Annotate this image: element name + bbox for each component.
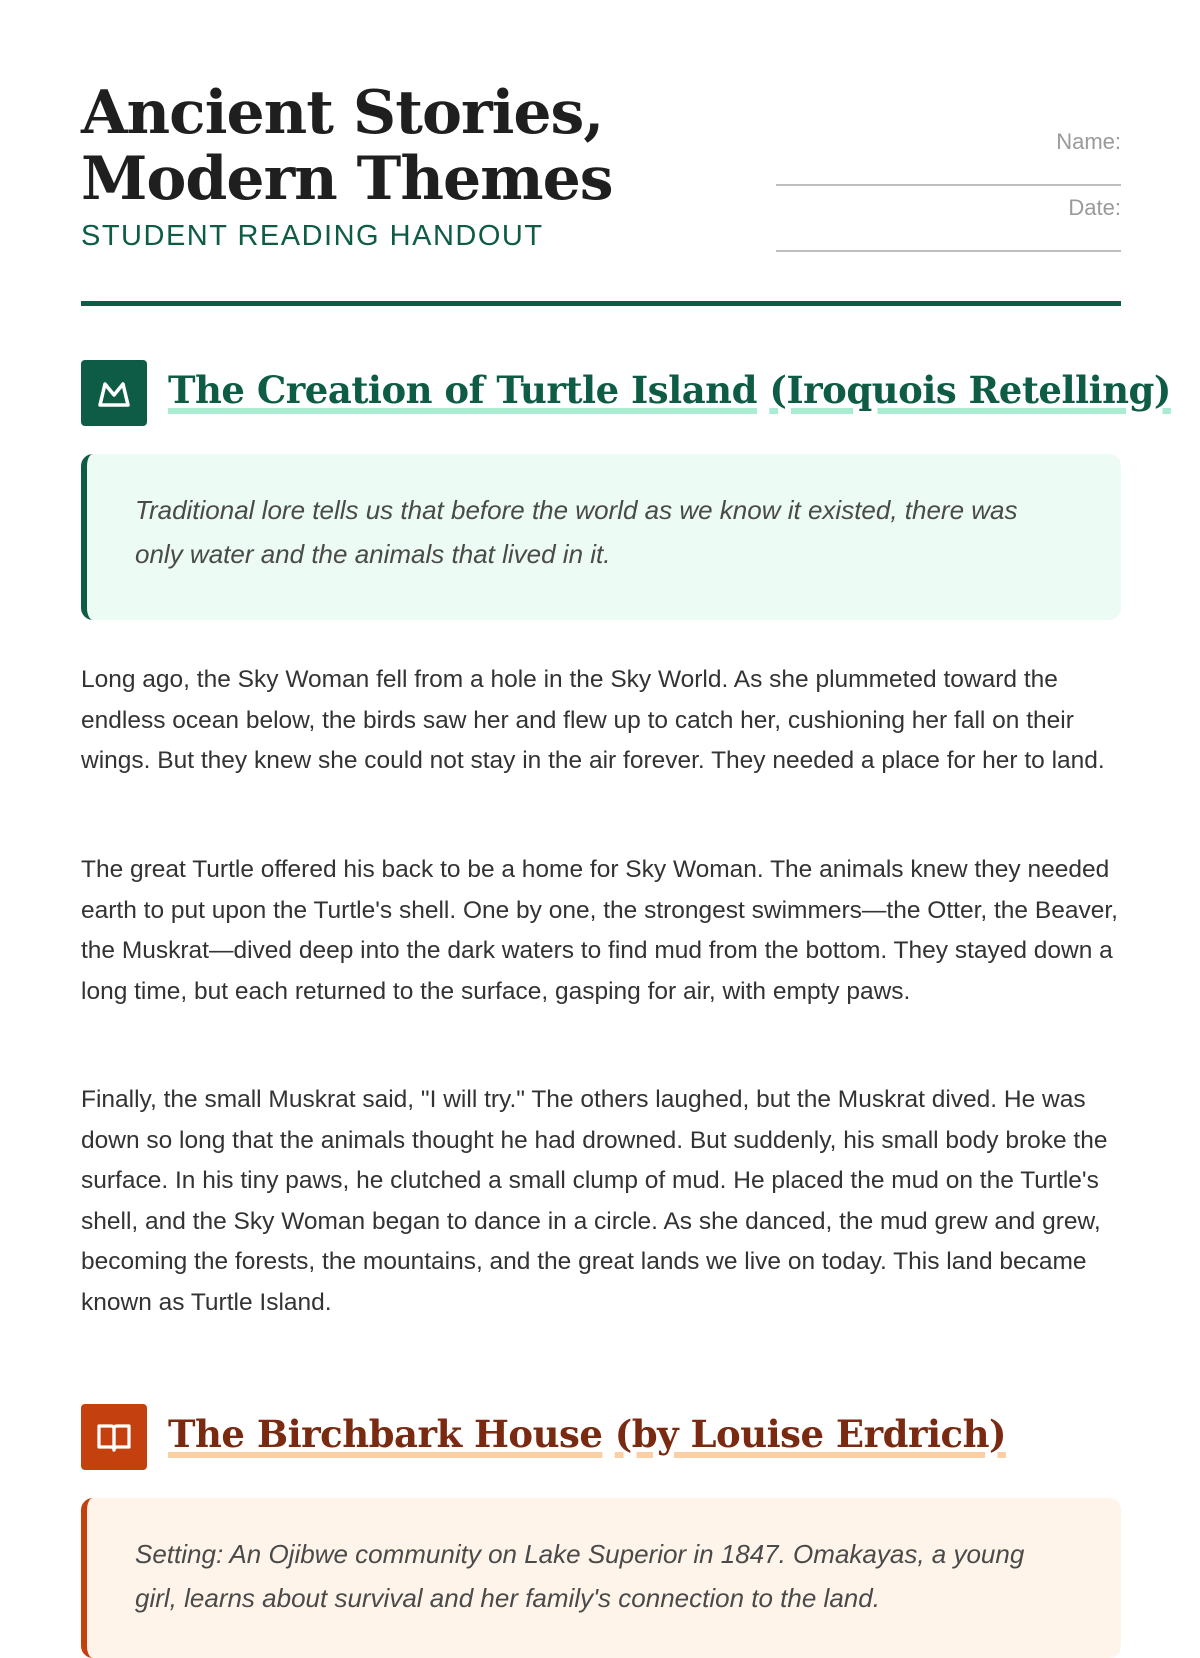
name-line xyxy=(776,184,1121,186)
story-paragraph: The great Turtle offered his back to be a home for Sky Woman. The animals knew they needed earth to put upon the Turtle's shell. One by one, the strongest swimmers—the Otter, the Beaver, the Muskrat—dived deep into the dark waters to find mud from the bottom. They stayed down a long time, but each returned to the surface, gasping for air, with empty paws. xyxy=(81,856,1118,1005)
student-info-fields xyxy=(776,126,1121,258)
section-title-sub: (by Louise Erdrich) xyxy=(614,1412,1006,1456)
story-paragraph: Long ago, the Sky Woman fell from a hole in the Sky World. As she plummeted toward the endless ocean below, the birds saw her and flew up to catch her, cushioning her fall on their wings. But they knew she could not stay in the air forever. They needed a place for her to land. xyxy=(81,666,1105,774)
header-divider xyxy=(81,301,1121,306)
section-title-main: The Birchbark House xyxy=(168,1412,603,1456)
date-line xyxy=(776,250,1121,252)
intro-callout: Traditional lore tells us that before the world as we know it existed, there was only water and the animals that lived in it. xyxy=(81,454,1121,620)
section-turtle-island xyxy=(81,360,1171,426)
story-paragraph: Finally, the small Muskrat said, "I will try." The others laughed, but the Muskrat dived. He was down so long that the animals thought he had drowned. But suddenly, his small body broke the surface. In his tiny paws, he clutched a small clump of mud. He placed the mud on the Turtle's shell, and the Sky Woman began to dance in a circle. As she danced, the mud grew and grew, becoming the forests, the mountains, and the great lands we live on today. This land became known as Turtle Island. xyxy=(81,1086,1108,1316)
mountain-icon xyxy=(81,360,147,426)
section-heading xyxy=(81,1404,1121,1470)
section-title-sub: (Iroquois Retelling) xyxy=(769,368,1171,412)
name-field[interactable] xyxy=(776,126,1121,192)
setting-callout: Setting: An Ojibwe community on Lake Superior in 1847. Omakayas, a young girl, learns about survival and her family's connection to the land. xyxy=(81,1498,1121,1658)
section-birchbark-house xyxy=(81,1404,1121,1470)
section-title-main: The Creation of Turtle Island xyxy=(168,368,757,412)
page-subtitle: STUDENT READING HANDOUT xyxy=(81,220,544,252)
date-field[interactable] xyxy=(776,192,1121,258)
date-label: Date: xyxy=(1068,195,1121,220)
handout-page xyxy=(81,0,1171,1613)
section-title xyxy=(168,1408,1006,1460)
open-book-icon xyxy=(81,1404,147,1470)
page-title: Ancient Stories, Modern Themes xyxy=(81,78,613,214)
name-label: Name: xyxy=(1056,129,1121,154)
section-heading xyxy=(81,360,1171,426)
section-title xyxy=(168,364,1171,416)
handout-header xyxy=(81,0,1121,308)
